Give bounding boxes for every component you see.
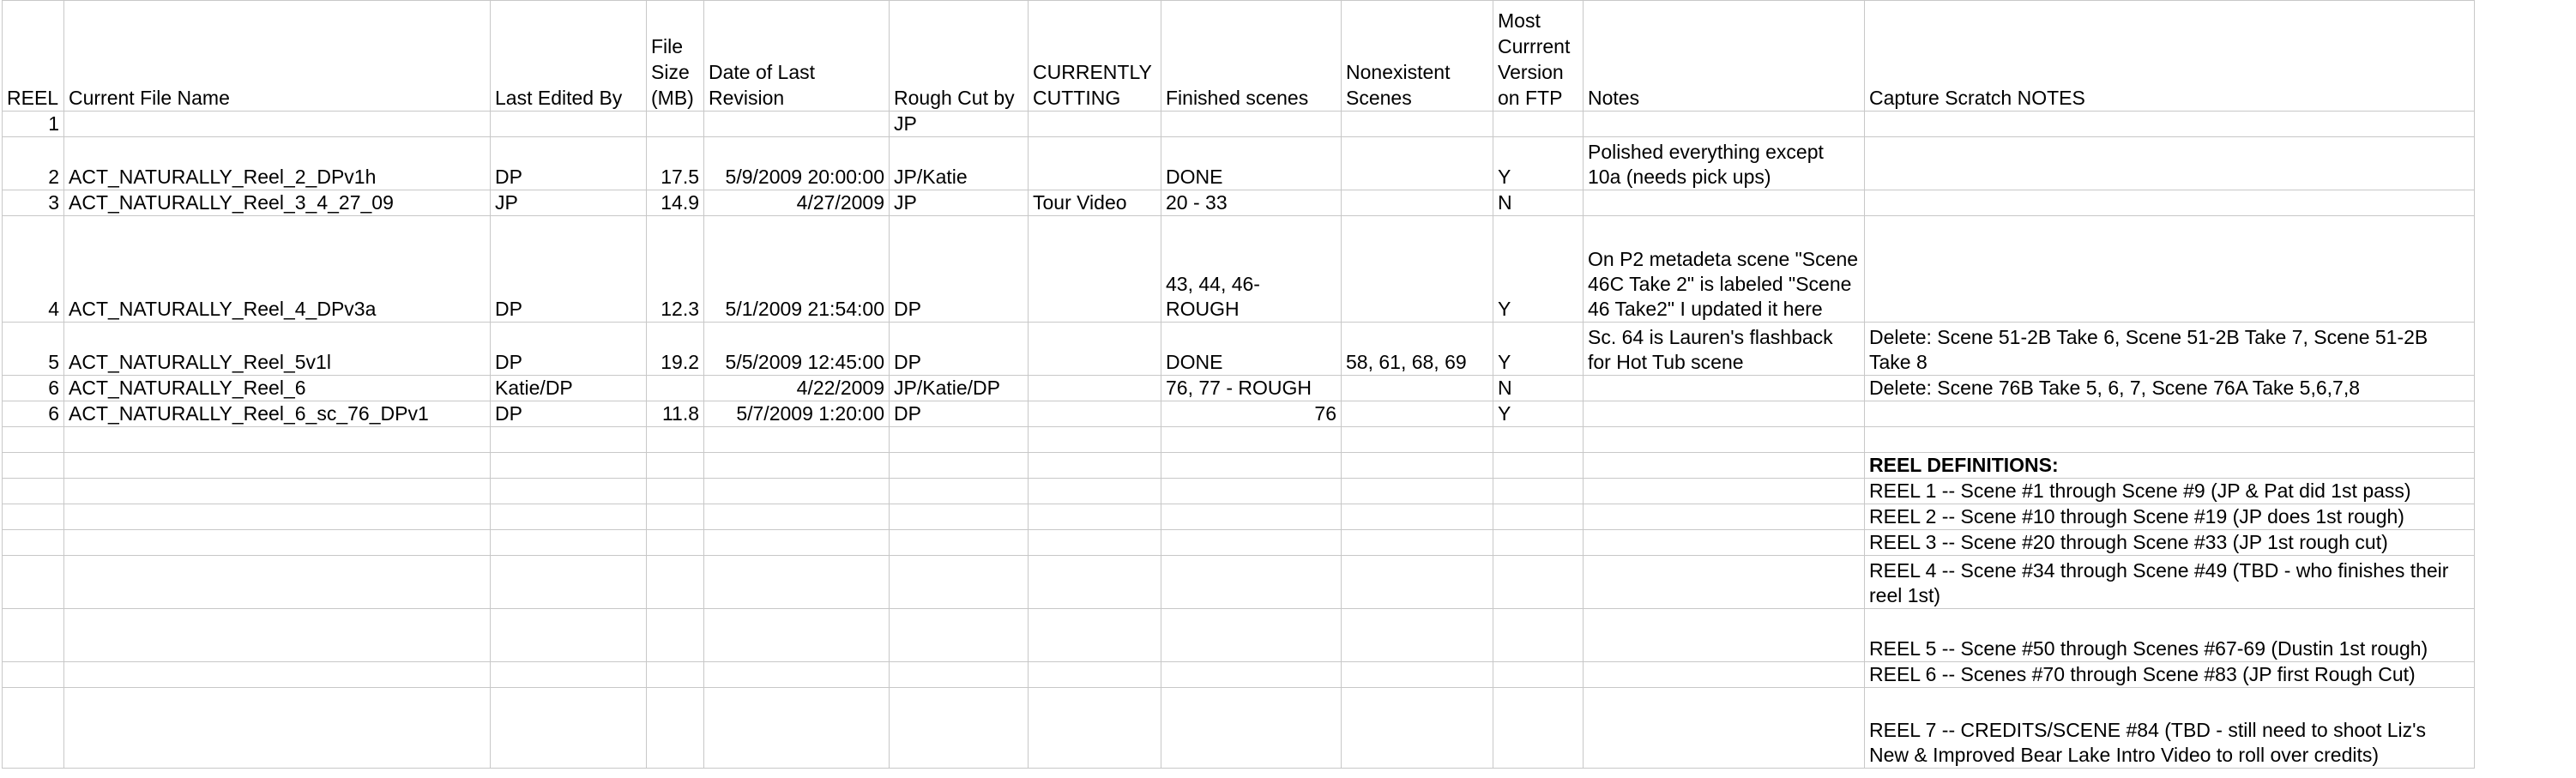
- cell-file-name[interactable]: ACT_NATURALLY_Reel_2_DPv1h: [64, 137, 491, 190]
- cell-nonexistent-scenes[interactable]: [1342, 479, 1493, 504]
- cell-file-name[interactable]: ACT_NATURALLY_Reel_6_sc_76_DPv1: [64, 401, 491, 427]
- cell-finished-scenes[interactable]: [1161, 609, 1342, 662]
- cell-file-name[interactable]: [64, 662, 491, 688]
- table-row: [3, 688, 2475, 769]
- cell-last-edited-by[interactable]: [491, 688, 647, 769]
- cell-capture-scratch-notes[interactable]: [1865, 216, 2475, 323]
- table-row: [3, 137, 2475, 190]
- cell-currently-cutting[interactable]: [1029, 216, 1161, 323]
- header-ftp-version[interactable]: Most Currrent Version on FTP: [1493, 1, 1584, 112]
- cell-notes[interactable]: [1584, 609, 1865, 662]
- table-row: [3, 112, 2475, 137]
- cell-notes[interactable]: [1584, 688, 1865, 769]
- cell-capture-scratch-notes[interactable]: [1865, 401, 2475, 427]
- cell-currently-cutting[interactable]: [1029, 376, 1161, 401]
- cell-rough-cut-by[interactable]: JP: [890, 112, 1029, 137]
- cell-rough-cut-by[interactable]: [890, 504, 1029, 530]
- cell-reel[interactable]: 6: [3, 376, 64, 401]
- cell-nonexistent-scenes[interactable]: [1342, 556, 1493, 609]
- cell-rough-cut-by[interactable]: [890, 662, 1029, 688]
- cell-last-edited-by[interactable]: DP: [491, 137, 647, 190]
- table-row: [3, 504, 2475, 530]
- cell-rough-cut-by[interactable]: JP: [890, 190, 1029, 216]
- cell-capture-scratch-notes[interactable]: [1865, 190, 2475, 216]
- cell-notes[interactable]: [1584, 190, 1865, 216]
- cell-date-of-last-revision[interactable]: [704, 479, 890, 504]
- cell-ftp-version[interactable]: Y: [1493, 216, 1584, 323]
- cell-currently-cutting[interactable]: [1029, 530, 1161, 556]
- header-date-of-last-revision[interactable]: Date of Last Revision: [704, 1, 890, 112]
- table-row: [3, 530, 2475, 556]
- cell-file-name[interactable]: [64, 609, 491, 662]
- cell-last-edited-by[interactable]: [491, 504, 647, 530]
- cell-finished-scenes[interactable]: [1161, 479, 1342, 504]
- cell-notes[interactable]: [1584, 504, 1865, 530]
- cell-finished-scenes[interactable]: [1161, 556, 1342, 609]
- header-nonexistent-scenes[interactable]: Nonexistent Scenes: [1342, 1, 1493, 112]
- cell-rough-cut-by[interactable]: DP: [890, 401, 1029, 427]
- cell-ftp-version[interactable]: Y: [1493, 401, 1584, 427]
- cell-currently-cutting[interactable]: [1029, 112, 1161, 137]
- header-finished-scenes[interactable]: Finished scenes: [1161, 1, 1342, 112]
- cell-reel[interactable]: [3, 453, 64, 479]
- cell-file-size[interactable]: [647, 556, 704, 609]
- cell-nonexistent-scenes[interactable]: [1342, 137, 1493, 190]
- cell-file-size[interactable]: 19.2: [647, 323, 704, 376]
- cell-notes[interactable]: On P2 metadeta scene "Scene 46C Take 2" is labeled "Scene 46 Take2" I updated it here: [1584, 216, 1865, 323]
- cell-notes[interactable]: [1584, 530, 1865, 556]
- cell-reel[interactable]: 4: [3, 216, 64, 323]
- cell-file-size[interactable]: 11.8: [647, 401, 704, 427]
- cell-reel[interactable]: [3, 530, 64, 556]
- cell-currently-cutting[interactable]: [1029, 137, 1161, 190]
- cell-nonexistent-scenes[interactable]: [1342, 504, 1493, 530]
- cell-finished-scenes[interactable]: [1161, 112, 1342, 137]
- cell-date-of-last-revision[interactable]: [704, 504, 890, 530]
- cell-last-edited-by[interactable]: Katie/DP: [491, 376, 647, 401]
- cell-finished-scenes[interactable]: 20 - 33: [1161, 190, 1342, 216]
- cell-reel[interactable]: [3, 556, 64, 609]
- cell-notes[interactable]: Sc. 64 is Lauren's flashback for Hot Tub scene: [1584, 323, 1865, 376]
- cell-rough-cut-by[interactable]: [890, 530, 1029, 556]
- cell-last-edited-by[interactable]: DP: [491, 216, 647, 323]
- table-row: [3, 376, 2475, 401]
- cell-capture-scratch-notes[interactable]: [1865, 112, 2475, 137]
- cell-date-of-last-revision[interactable]: 5/5/2009 12:45:00: [704, 323, 890, 376]
- cell-nonexistent-scenes[interactable]: [1342, 112, 1493, 137]
- cell-date-of-last-revision[interactable]: [704, 688, 890, 769]
- reel-definition-item[interactable]: REEL 3 -- Scene #20 through Scene #33 (JP 1st rough cut): [1865, 530, 2475, 556]
- cell-rough-cut-by[interactable]: [890, 427, 1029, 453]
- cell-capture-scratch-notes[interactable]: Delete: Scene 76B Take 5, 6, 7, Scene 76A Take 5,6,7,8: [1865, 376, 2475, 401]
- cell-rough-cut-by[interactable]: DP: [890, 216, 1029, 323]
- cell-ftp-version[interactable]: [1493, 427, 1584, 453]
- cell-capture-scratch-notes[interactable]: [1865, 427, 2475, 453]
- reel-definition-item[interactable]: REEL 6 -- Scenes #70 through Scene #83 (JP first Rough Cut): [1865, 662, 2475, 688]
- cell-ftp-version[interactable]: [1493, 609, 1584, 662]
- cell-ftp-version[interactable]: [1493, 530, 1584, 556]
- cell-file-size[interactable]: [647, 530, 704, 556]
- cell-date-of-last-revision[interactable]: 5/7/2009 1:20:00: [704, 401, 890, 427]
- cell-nonexistent-scenes[interactable]: [1342, 530, 1493, 556]
- cell-finished-scenes[interactable]: DONE: [1161, 137, 1342, 190]
- cell-rough-cut-by[interactable]: JP/Katie/DP: [890, 376, 1029, 401]
- cell-last-edited-by[interactable]: JP: [491, 190, 647, 216]
- cell-rough-cut-by[interactable]: DP: [890, 323, 1029, 376]
- cell-reel[interactable]: [3, 609, 64, 662]
- header-capture-scratch-notes[interactable]: Capture Scratch NOTES: [1865, 1, 2475, 112]
- cell-reel[interactable]: 1: [3, 112, 64, 137]
- cell-nonexistent-scenes[interactable]: [1342, 190, 1493, 216]
- cell-file-size[interactable]: [647, 453, 704, 479]
- cell-currently-cutting[interactable]: [1029, 504, 1161, 530]
- table-row: [3, 609, 2475, 662]
- cell-reel[interactable]: [3, 504, 64, 530]
- cell-finished-scenes[interactable]: [1161, 530, 1342, 556]
- cell-nonexistent-scenes[interactable]: [1342, 376, 1493, 401]
- header-file-name[interactable]: Current File Name: [64, 1, 491, 112]
- cell-file-name[interactable]: ACT_NATURALLY_Reel_4_DPv3a: [64, 216, 491, 323]
- cell-currently-cutting[interactable]: [1029, 401, 1161, 427]
- cell-rough-cut-by[interactable]: [890, 688, 1029, 769]
- cell-file-name[interactable]: [64, 453, 491, 479]
- cell-last-edited-by[interactable]: DP: [491, 323, 647, 376]
- cell-file-name[interactable]: [64, 112, 491, 137]
- cell-file-name[interactable]: [64, 530, 491, 556]
- cell-finished-scenes[interactable]: [1161, 453, 1342, 479]
- cell-last-edited-by[interactable]: [491, 112, 647, 137]
- cell-date-of-last-revision[interactable]: [704, 530, 890, 556]
- cell-file-size[interactable]: [647, 662, 704, 688]
- cell-currently-cutting[interactable]: [1029, 662, 1161, 688]
- reel-definition-item[interactable]: REEL 4 -- Scene #34 through Scene #49 (TBD - who finishes their reel 1st): [1865, 556, 2475, 609]
- cell-reel[interactable]: [3, 479, 64, 504]
- cell-currently-cutting[interactable]: [1029, 556, 1161, 609]
- table-row: [3, 401, 2475, 427]
- table-row: [3, 323, 2475, 376]
- reel-definition-item[interactable]: REEL 7 -- CREDITS/SCENE #84 (TBD - still need to shoot Liz's New & Improved Bear Lake Intro Video to roll over credits): [1865, 688, 2475, 769]
- cell-currently-cutting[interactable]: [1029, 479, 1161, 504]
- cell-file-name[interactable]: ACT_NATURALLY_Reel_3_4_27_09: [64, 190, 491, 216]
- cell-ftp-version[interactable]: [1493, 479, 1584, 504]
- cell-rough-cut-by[interactable]: [890, 479, 1029, 504]
- cell-date-of-last-revision[interactable]: 4/22/2009: [704, 376, 890, 401]
- spreadsheet: [2, 0, 2475, 769]
- cell-last-edited-by[interactable]: DP: [491, 401, 647, 427]
- cell-reel[interactable]: [3, 427, 64, 453]
- cell-notes[interactable]: Polished everything except 10a (needs pick ups): [1584, 137, 1865, 190]
- cell-date-of-last-revision[interactable]: [704, 662, 890, 688]
- cell-last-edited-by[interactable]: [491, 530, 647, 556]
- cell-file-name[interactable]: ACT_NATURALLY_Reel_6: [64, 376, 491, 401]
- header-row: [3, 1, 2475, 112]
- cell-nonexistent-scenes[interactable]: [1342, 662, 1493, 688]
- cell-file-size[interactable]: [647, 376, 704, 401]
- table-row: [3, 453, 2475, 479]
- cell-ftp-version[interactable]: [1493, 453, 1584, 479]
- cell-finished-scenes[interactable]: [1161, 427, 1342, 453]
- cell-currently-cutting[interactable]: [1029, 609, 1161, 662]
- cell-date-of-last-revision[interactable]: [704, 112, 890, 137]
- cell-notes[interactable]: [1584, 479, 1865, 504]
- cell-file-name[interactable]: [64, 427, 491, 453]
- cell-date-of-last-revision[interactable]: [704, 453, 890, 479]
- cell-file-size[interactable]: 14.9: [647, 190, 704, 216]
- cell-date-of-last-revision[interactable]: [704, 556, 890, 609]
- cell-last-edited-by[interactable]: [491, 609, 647, 662]
- cell-file-size[interactable]: [647, 609, 704, 662]
- sheet-body: [3, 1, 2475, 769]
- cell-rough-cut-by[interactable]: [890, 609, 1029, 662]
- reel-definition-item[interactable]: REEL 1 -- Scene #1 through Scene #9 (JP & Pat did 1st pass): [1865, 479, 2475, 504]
- cell-capture-scratch-notes[interactable]: Delete: Scene 51-2B Take 6, Scene 51-2B Take 7, Scene 51-2B Take 8: [1865, 323, 2475, 376]
- header-currently-cutting[interactable]: CURRENTLY CUTTING: [1029, 1, 1161, 112]
- cell-ftp-version[interactable]: [1493, 112, 1584, 137]
- cell-nonexistent-scenes[interactable]: [1342, 216, 1493, 323]
- cell-last-edited-by[interactable]: [491, 556, 647, 609]
- cell-nonexistent-scenes[interactable]: [1342, 427, 1493, 453]
- cell-file-size[interactable]: [647, 504, 704, 530]
- cell-file-size[interactable]: 17.5: [647, 137, 704, 190]
- cell-notes[interactable]: [1584, 112, 1865, 137]
- cell-reel[interactable]: 3: [3, 190, 64, 216]
- cell-reel[interactable]: 6: [3, 401, 64, 427]
- reel-definitions-title[interactable]: REEL DEFINITIONS:: [1865, 453, 2475, 479]
- reel-definition-item[interactable]: REEL 5 -- Scene #50 through Scenes #67-69 (Dustin 1st rough): [1865, 609, 2475, 662]
- cell-finished-scenes[interactable]: 76: [1161, 401, 1342, 427]
- header-file-size[interactable]: File Size (MB): [647, 1, 704, 112]
- cell-currently-cutting[interactable]: [1029, 688, 1161, 769]
- cell-capture-scratch-notes[interactable]: [1865, 137, 2475, 190]
- cell-ftp-version[interactable]: N: [1493, 190, 1584, 216]
- cell-finished-scenes[interactable]: [1161, 504, 1342, 530]
- table-row: [3, 556, 2475, 609]
- table-row: [3, 662, 2475, 688]
- cell-reel[interactable]: 5: [3, 323, 64, 376]
- cell-ftp-version[interactable]: [1493, 556, 1584, 609]
- cell-last-edited-by[interactable]: [491, 662, 647, 688]
- cell-rough-cut-by[interactable]: JP/Katie: [890, 137, 1029, 190]
- cell-reel[interactable]: [3, 662, 64, 688]
- cell-finished-scenes[interactable]: 43, 44, 46- ROUGH: [1161, 216, 1342, 323]
- cell-date-of-last-revision[interactable]: 4/27/2009: [704, 190, 890, 216]
- cell-notes[interactable]: [1584, 427, 1865, 453]
- cell-notes[interactable]: [1584, 453, 1865, 479]
- cell-finished-scenes[interactable]: 76, 77 - ROUGH: [1161, 376, 1342, 401]
- cell-notes[interactable]: [1584, 556, 1865, 609]
- cell-nonexistent-scenes[interactable]: [1342, 453, 1493, 479]
- cell-last-edited-by[interactable]: [491, 453, 647, 479]
- reel-definition-item[interactable]: REEL 2 -- Scene #10 through Scene #19 (JP does 1st rough): [1865, 504, 2475, 530]
- cell-finished-scenes[interactable]: DONE: [1161, 323, 1342, 376]
- table-row: [3, 479, 2475, 504]
- table-row: [3, 427, 2475, 453]
- cell-currently-cutting[interactable]: Tour Video: [1029, 190, 1161, 216]
- header-rough-cut-by[interactable]: Rough Cut by: [890, 1, 1029, 112]
- cell-notes[interactable]: [1584, 662, 1865, 688]
- cell-ftp-version[interactable]: [1493, 662, 1584, 688]
- table-row: [3, 190, 2475, 216]
- cell-file-size[interactable]: [647, 112, 704, 137]
- cell-file-name[interactable]: [64, 688, 491, 769]
- cell-date-of-last-revision[interactable]: 5/9/2009 20:00:00: [704, 137, 890, 190]
- cell-date-of-last-revision[interactable]: 5/1/2009 21:54:00: [704, 216, 890, 323]
- cell-file-name[interactable]: [64, 504, 491, 530]
- cell-nonexistent-scenes[interactable]: 58, 61, 68, 69: [1342, 323, 1493, 376]
- cell-file-name[interactable]: [64, 479, 491, 504]
- cell-date-of-last-revision[interactable]: [704, 427, 890, 453]
- cell-last-edited-by[interactable]: [491, 427, 647, 453]
- cell-notes[interactable]: [1584, 401, 1865, 427]
- cell-nonexistent-scenes[interactable]: [1342, 401, 1493, 427]
- cell-ftp-version[interactable]: Y: [1493, 323, 1584, 376]
- cell-reel[interactable]: [3, 688, 64, 769]
- cell-currently-cutting[interactable]: [1029, 427, 1161, 453]
- cell-file-size[interactable]: [647, 427, 704, 453]
- cell-file-size[interactable]: 12.3: [647, 216, 704, 323]
- header-last-edited-by[interactable]: Last Edited By: [491, 1, 647, 112]
- header-reel[interactable]: REEL: [3, 1, 64, 112]
- cell-date-of-last-revision[interactable]: [704, 609, 890, 662]
- cell-file-size[interactable]: [647, 479, 704, 504]
- cell-nonexistent-scenes[interactable]: [1342, 688, 1493, 769]
- cell-file-name[interactable]: [64, 556, 491, 609]
- cell-finished-scenes[interactable]: [1161, 662, 1342, 688]
- cell-finished-scenes[interactable]: [1161, 688, 1342, 769]
- cell-currently-cutting[interactable]: [1029, 453, 1161, 479]
- cell-rough-cut-by[interactable]: [890, 556, 1029, 609]
- cell-last-edited-by[interactable]: [491, 479, 647, 504]
- table-row: [3, 216, 2475, 323]
- cell-ftp-version[interactable]: Y: [1493, 137, 1584, 190]
- cell-ftp-version[interactable]: [1493, 504, 1584, 530]
- header-notes[interactable]: Notes: [1584, 1, 1865, 112]
- cell-currently-cutting[interactable]: [1029, 323, 1161, 376]
- cell-reel[interactable]: 2: [3, 137, 64, 190]
- cell-ftp-version[interactable]: N: [1493, 376, 1584, 401]
- cell-file-name[interactable]: ACT_NATURALLY_Reel_5v1l: [64, 323, 491, 376]
- cell-notes[interactable]: [1584, 376, 1865, 401]
- cell-ftp-version[interactable]: [1493, 688, 1584, 769]
- cell-file-size[interactable]: [647, 688, 704, 769]
- cell-rough-cut-by[interactable]: [890, 453, 1029, 479]
- cell-nonexistent-scenes[interactable]: [1342, 609, 1493, 662]
